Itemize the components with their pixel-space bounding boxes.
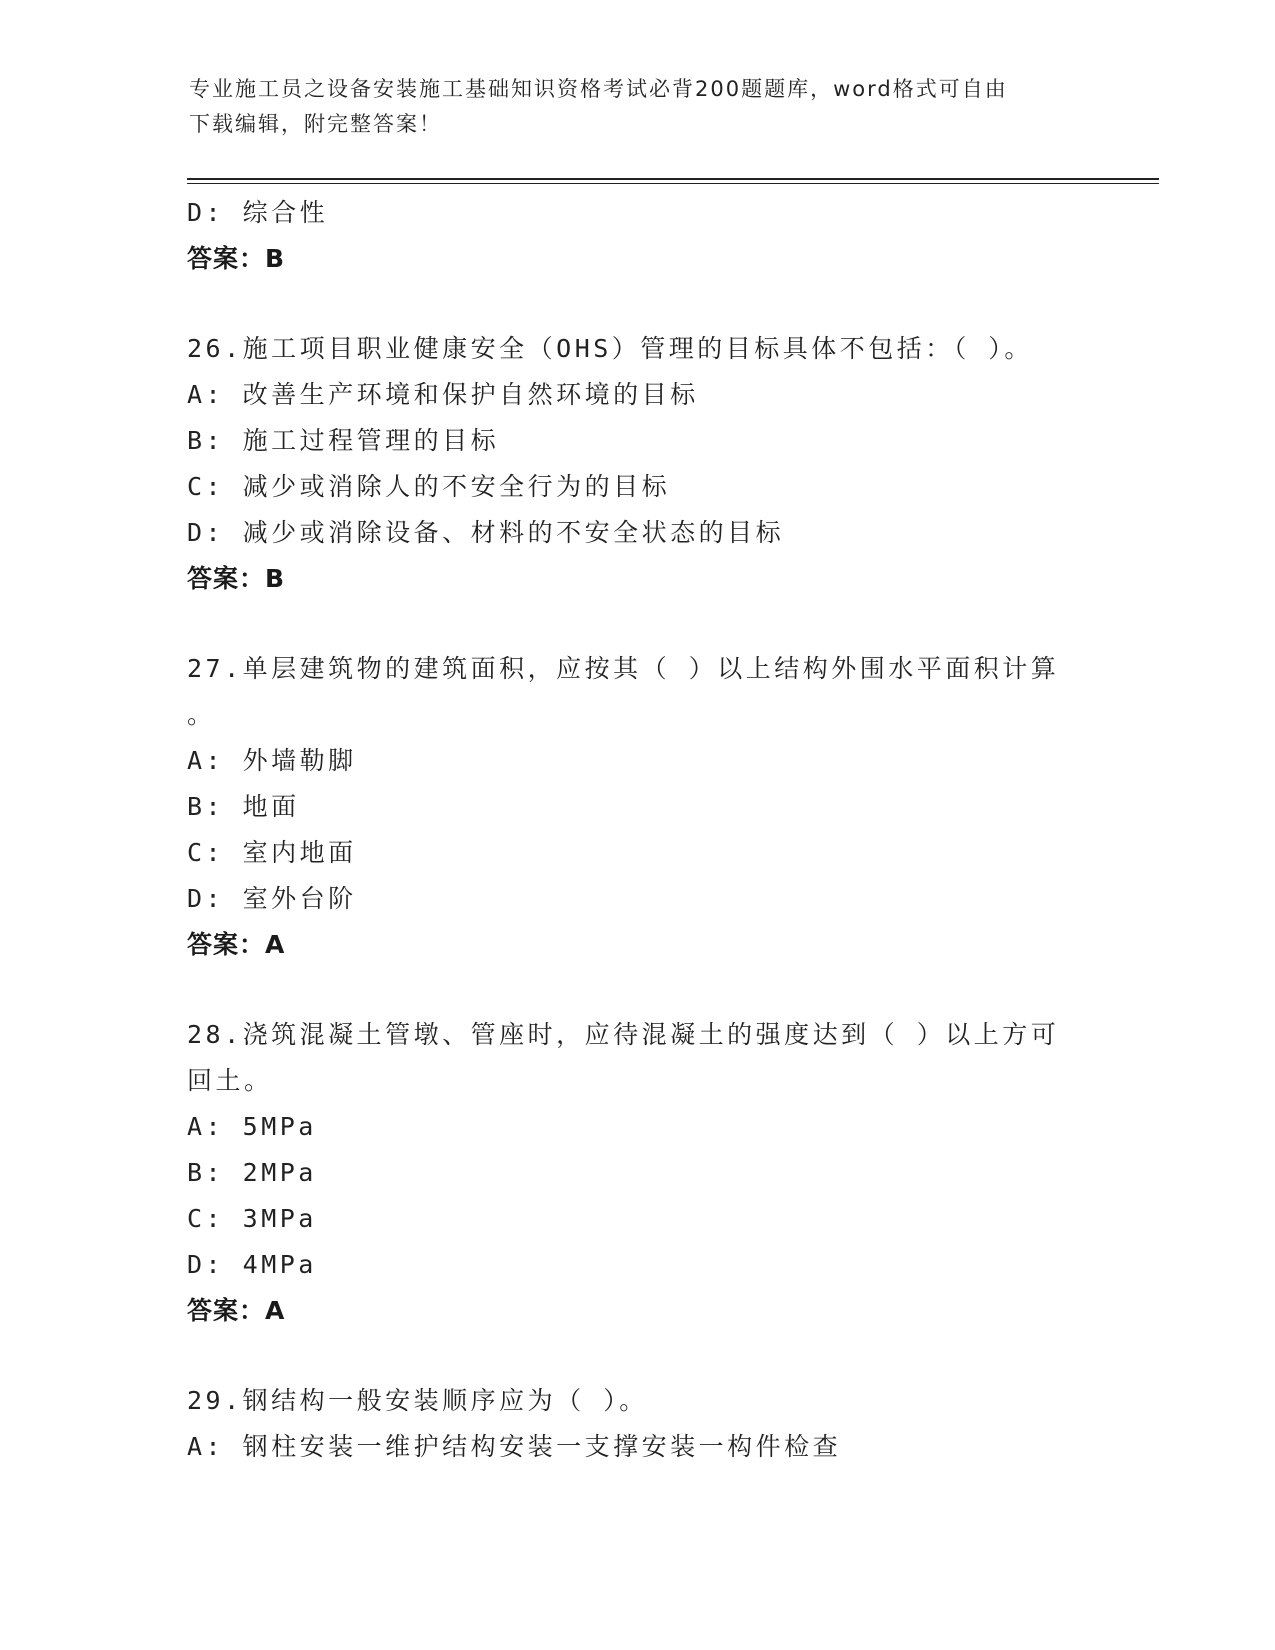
spacer (187, 1334, 1087, 1378)
header-rule-thin (187, 183, 1159, 184)
option-b: B: 2MPa (187, 1158, 317, 1187)
option-a: A: 改善生产环境和保护自然环境的目标 (187, 380, 699, 409)
question-29 (187, 1378, 1087, 1470)
option-a: A: 钢柱安装一维护结构安装一支撑安装一构件检查 (187, 1432, 842, 1461)
option-d: D: 减少或消除设备、材料的不安全状态的目标 (187, 518, 785, 547)
option-a: A: 外墙勒脚 (187, 746, 357, 775)
option-c: C: 室内地面 (187, 838, 357, 867)
option-b: B: 地面 (187, 792, 300, 821)
spacer (187, 282, 1087, 326)
spacer (187, 968, 1087, 1012)
option-c: C: 减少或消除人的不安全行为的目标 (187, 472, 671, 501)
question-stem-line-1: 28.浇筑混凝土管墩、管座时，应待混凝土的强度达到（ ）以上方可 (187, 1020, 1060, 1049)
question-content (187, 190, 1087, 1470)
prev-option-d: D: 综合性 (187, 198, 329, 227)
question-stem: 26.施工项目职业健康安全（OHS）管理的目标具体不包括：（ ）。 (187, 334, 1033, 363)
option-a: A: 5MPa (187, 1112, 317, 1141)
answer: 答案：A (187, 1296, 286, 1325)
header-line-1: 专业施工员之设备安装施工基础知识资格考试必背200题题库，word格式可自由 (189, 77, 1008, 101)
option-c: C: 3MPa (187, 1204, 317, 1233)
document-header (189, 72, 1069, 142)
option-d: D: 4MPa (187, 1250, 317, 1279)
header-line-2: 下载编辑，附完整答案！ (189, 112, 442, 136)
question-28 (187, 1012, 1087, 1334)
question-stem-line-1: 27.单层建筑物的建筑面积，应按其（ ）以上结构外围水平面积计算 (187, 654, 1060, 683)
question-stem-line-2: 回土。 (187, 1066, 273, 1095)
option-b: B: 施工过程管理的目标 (187, 426, 500, 455)
answer: 答案：B (187, 564, 286, 593)
header-rule-thick (187, 178, 1159, 180)
question-27 (187, 646, 1087, 968)
option-d: D: 室外台阶 (187, 884, 357, 913)
question-26 (187, 326, 1087, 602)
spacer (187, 602, 1087, 646)
answer: 答案：A (187, 930, 286, 959)
prev-answer: 答案：B (187, 244, 286, 273)
question-stem-line-2: 。 (187, 700, 216, 729)
question-stem: 29.钢结构一般安装顺序应为（ ）。 (187, 1386, 648, 1415)
